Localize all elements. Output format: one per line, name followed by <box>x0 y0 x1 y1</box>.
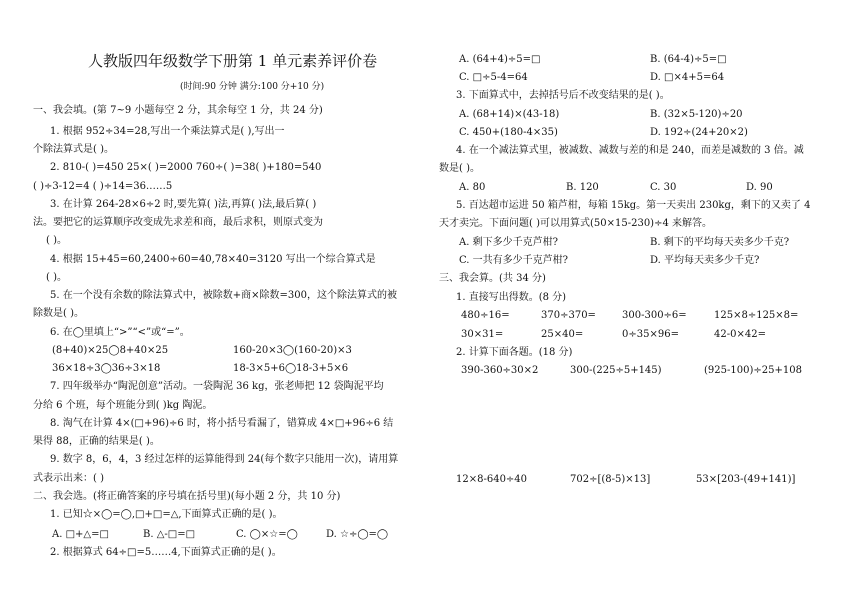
q2-4-line2: 数是( )。 <box>439 163 480 174</box>
q2-5-line2: 天才卖完。下面问题( )可以用算式(50×15-230)÷4 来解答。 <box>439 218 712 229</box>
q1-3-line2: 法。要把它的运算顺序改变成先求差和商，最后求积，则原式变为 <box>33 217 323 228</box>
oral-calc-item: 30×31= <box>461 329 504 340</box>
q1-9-line1: 9. 数字 8，6，4，3 经过怎样的运算能得到 24(每个数字只能用一次)，请用算 <box>50 454 399 465</box>
calc-problem: 53×[203-(49+141)] <box>696 474 796 485</box>
oral-calc-item: 25×40= <box>541 329 584 340</box>
q1-2-line2: ( )÷3-12=4 ( )÷14=36……5 <box>33 181 173 192</box>
q3-2-prompt: 2. 计算下面各题。(18 分) <box>456 347 573 358</box>
q1-5-line2: 除数是( )。 <box>33 308 84 319</box>
q2-5-line1: 5. 百达超市运进 50 箱芦柑，每箱 15kg。第一天卖出 230kg，剩下的又卖了 4 <box>456 200 811 211</box>
q2-5-option-c: C. 一共有多少千克芦柑? <box>459 255 569 266</box>
q2-3-option-d: D. 192÷(24+20×2) <box>650 127 748 138</box>
q2-3-option-a: A. (68+14)×(43-18) <box>459 109 560 120</box>
q1-1-line1: 1. 根据 952÷34=28,写出一个乘法算式是( ),写出一 <box>50 126 285 137</box>
q2-2-option-b: B. (64-4)÷5=□ <box>650 54 727 65</box>
q2-5-option-a: A. 剩下多少千克芦柑? <box>459 237 558 248</box>
q2-2-option-c: C. □÷5-4=64 <box>459 72 528 83</box>
section-3-heading: 三、我会算。(共 34 分) <box>439 273 546 284</box>
q1-6-prompt: 6. 在◯里填上“>”“<”或“=”。 <box>50 327 190 338</box>
q2-3-option-c: C. 450+(180-4×35) <box>459 127 558 138</box>
q2-1-option-d: D. ☆÷◯=◯ <box>326 529 389 540</box>
q1-8-line1: 8. 淘气在计算 4×(□+96)÷6 时，将小括号看漏了，错算成 4×□+96÷6 结 <box>50 418 394 429</box>
q1-7-line1: 7. 四年级举办“陶泥创意”活动。一袋陶泥 36 kg，张老师把 12 袋陶泥平均 <box>50 381 384 392</box>
oral-calc-item: 42-0×42= <box>714 329 766 340</box>
q1-2-line1: 2. 810-( )=450 25×( )=2000 760÷( )=38( )+180=540 <box>50 162 322 173</box>
compare-3: 36×18÷3◯36÷3×18 <box>52 363 161 374</box>
q2-4-line1: 4. 在一个减法算式里，被减数、减数与差的和是 240，而差是减数的 3 倍。减 <box>456 145 804 156</box>
q2-3-option-b: B. (32×5-120)÷20 <box>650 109 743 120</box>
calc-problem: 390-360÷30×2 <box>461 365 539 376</box>
q2-1-option-c: C. ◯×☆=◯ <box>236 529 298 540</box>
q2-4-option-d: D. 90 <box>746 182 773 193</box>
q1-3-line3: ( )。 <box>46 235 67 246</box>
q1-5-line1: 5. 在一个没有余数的除法算式中，被除数+商×除数=300，这个除法算式的被 <box>50 290 397 301</box>
q1-4-line1: 4. 根据 15+45=60,2400÷60=40,78×40=3120 写出一个综合算式是 <box>50 254 376 265</box>
compare-4: 18-3×5+6◯18-3+5×6 <box>233 363 349 374</box>
q2-4-option-b: B. 120 <box>566 182 599 193</box>
q2-4-option-a: A. 80 <box>459 182 486 193</box>
oral-calc-item: 300-300÷6= <box>622 310 687 321</box>
q2-2-option-d: D. □×4+5=64 <box>650 72 725 83</box>
q1-8-line2: 果得 88，正确的结果是( )。 <box>33 436 160 447</box>
q1-4-line2: ( )。 <box>46 272 67 283</box>
oral-calc-item: 370÷370= <box>541 310 596 321</box>
section-1-heading: 一、我会填。(第 7~9 小题每空 2 分，其余每空 1 分，共 24 分) <box>33 105 323 116</box>
q2-1-option-b: B. △-□=□ <box>143 529 196 540</box>
q2-5-option-b: B. 剩下的平均每天卖多少千克? <box>650 237 790 248</box>
q3-1-prompt: 1. 直接写出得数。(8 分) <box>456 292 567 303</box>
page-title: 人教版四年级数学下册第 1 单元素养评价卷 <box>88 52 378 70</box>
compare-2: 160-20×3◯(160-20)×3 <box>233 345 352 356</box>
q1-1-line2: 个除法算式是( )。 <box>33 144 114 155</box>
q1-3-line1: 3. 在计算 264-28×6÷2 时,要先算( )法,再算( )法,最后算( ) <box>50 199 317 210</box>
oral-calc-item: 125×8÷125×8= <box>714 310 799 321</box>
q2-4-option-c: C. 30 <box>650 182 677 193</box>
calc-problem: 300-(225÷5+145) <box>570 365 662 376</box>
q2-3-prompt: 3. 下面算式中，去掉括号后不改变结果的是( )。 <box>456 90 670 101</box>
calc-problem: 12×8-640÷40 <box>456 474 528 485</box>
q2-1-option-a: A. □+△=□ <box>52 529 109 540</box>
q2-5-option-d: D. 平均每天卖多少千克? <box>650 255 760 266</box>
q1-7-line2: 分给 6 个班，每个班能分到( )kg 陶泥。 <box>33 400 213 411</box>
q2-2-prompt: 2. 根据算式 64÷□=5……4,下面算式正确的是( )。 <box>50 547 282 558</box>
calc-problem: 702÷[(8-5)×13] <box>570 474 651 485</box>
exam-info: (时间:90 分钟 满分:100 分+10 分) <box>180 82 325 92</box>
q1-9-line2: 式表示出来：( ) <box>33 473 104 484</box>
calc-problem: (925-100)÷25+108 <box>704 365 802 376</box>
q2-1-prompt: 1. 已知☆×◯=◯,□+□=△,下面算式正确的是( )。 <box>50 509 283 520</box>
section-2-heading: 二、我会选。(将正确答案的序号填在括号里)(每小题 2 分，共 10 分) <box>33 491 341 502</box>
oral-calc-item: 0÷35×96= <box>622 329 679 340</box>
q2-2-option-a: A. (64+4)÷5=□ <box>459 54 541 65</box>
compare-1: (8+40)×25◯8+40×25 <box>52 345 169 356</box>
oral-calc-item: 480÷16= <box>461 310 510 321</box>
